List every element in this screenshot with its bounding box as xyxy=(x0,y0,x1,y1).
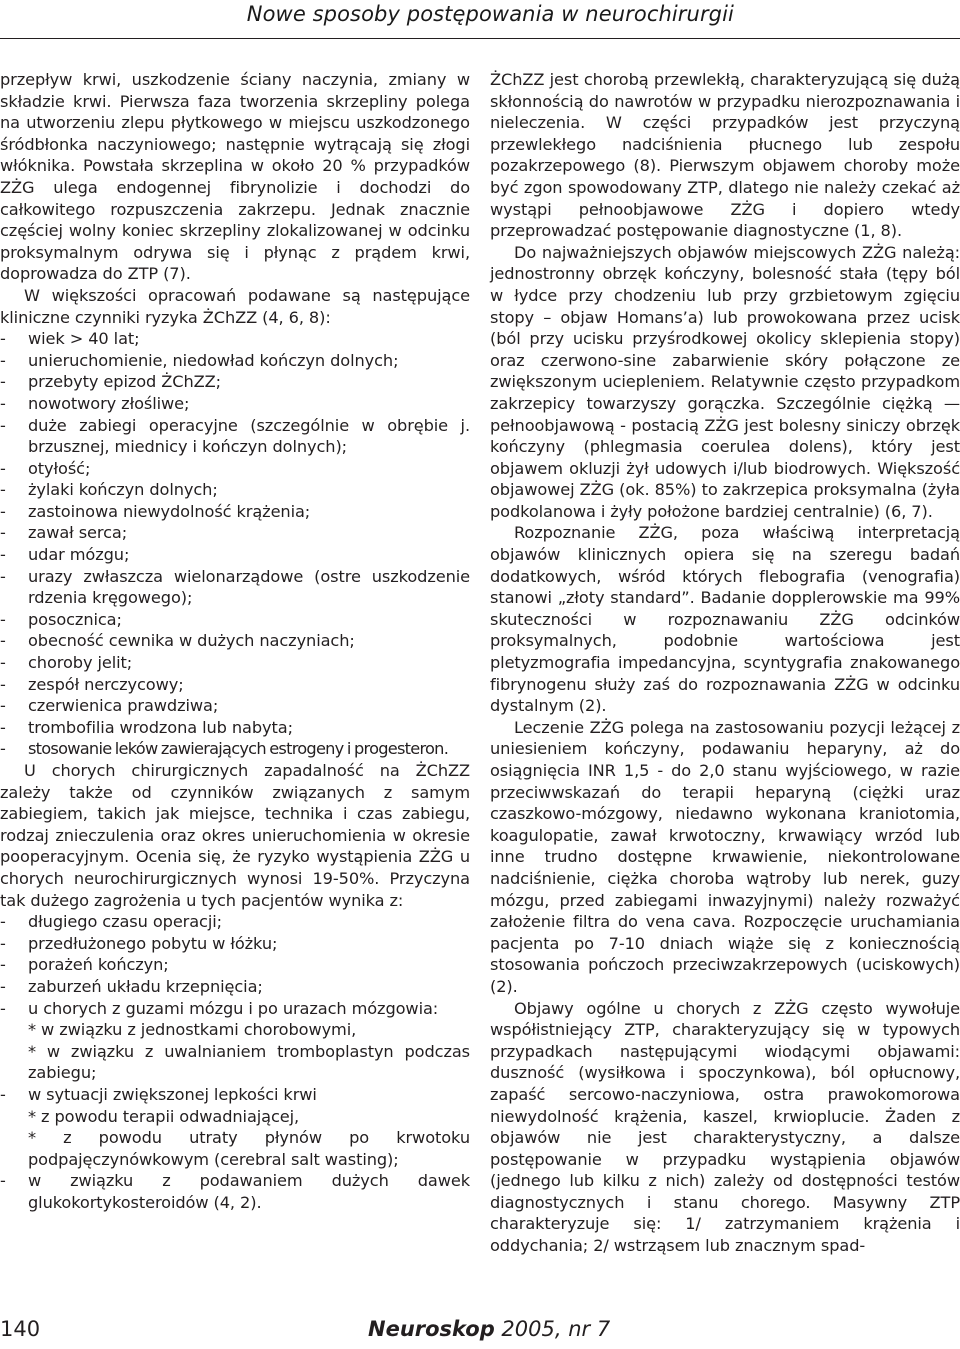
list-item: - urazy zwłaszcza wielonarządowe (ostre uszkodzenie rdzenia kręgowego); xyxy=(0,566,470,609)
list-item: - unieruchomienie, niedowład kończyn dolnych; xyxy=(0,350,470,372)
journal-name: Neuroskop xyxy=(368,1317,495,1341)
right-paragraph-1: ŻChZZ jest chorobą przewlekłą, charakteryzującą się dużą skłonnością do nawrotów w przypadku nierozpoznawania i nieleczenia. W części przypadków jest przyczyną przewlekłego nadciśnienia płucnego lub zespołu pozakrzepowego (8). Pierwszym objawem choroby może być zgon spowodowany ZTP, dlatego nie należy czekać aż wystąpi pełnoobjawowe ZŻG i dopiero wtedy przeprowadzać postępowanie diagnostyczne (1, 8). xyxy=(490,70,960,241)
left-column xyxy=(0,69,470,1213)
sub-list-item: * w związku z uwalnianiem tromboplastyn podczas zabiegu; xyxy=(28,1041,470,1083)
list-item: - długiego czasu operacji; xyxy=(0,911,470,933)
list-item: - zawał serca; xyxy=(0,522,470,544)
list-item: - posocznica; xyxy=(0,609,470,631)
list-item: - udar mózgu; xyxy=(0,544,470,566)
list-item: - nowotwory złośliwe; xyxy=(0,393,470,415)
left-paragraph-1: przepływ krwi, uszkodzenie ściany naczynia, zmiany w składzie krwi. Pierwsza faza tworzenia skrzepliny polega na utworzeniu zlepu płytkowego w miejscu uszkodzonego śródbłonka naczyniowego; następnie wytrącają się złogi włóknika. Powstała skrzeplina w około 20 % przypadków ZŻG ulega endogennej fibrynolizie i dochodzi do całkowitego rozpuszczenia zakrzepu. Jednak znacznie częściej wolny koniec skrzepliny zlokalizowanej w odcinku proksymalnym odrywa się i płynąc z prądem krwi, doprowadza do ZTP (7). xyxy=(0,70,470,284)
list-item: - porażeń kończyn; xyxy=(0,954,470,976)
list-item: - wiek > 40 lat; xyxy=(0,328,470,350)
list-item: - stosowanie leków zawierających estrogeny i progesteron. xyxy=(0,738,470,760)
list-item: - trombofilia wrodzona lub nabyta; xyxy=(0,717,470,739)
left-paragraph-3: U chorych chirurgicznych zapadalność na ŻChZZ zależy także od czynników związanych z samym zabiegiem, takich jak miejsce, technika i czas zabiegu, rodzaj znieczulenia oraz okres unieruchomienia w okresie pooperacyjnym. Ocenia się, że ryzyko wystąpienia ZŻG u chorych neurochirurgicznych wynosi 19-50%. Przyczyna tak dużego zagrożenia u tych pacjentów wynika z: xyxy=(0,761,470,910)
list-item: - przebyty epizod ŻChZZ; xyxy=(0,371,470,393)
list-item: - choroby jelit; xyxy=(0,652,470,674)
left-paragraph-2: W większości opracowań podawane są następujące kliniczne czynniki ryzyka ŻChZZ (4, 6, 8): xyxy=(0,285,470,327)
right-paragraph-2: Do najważniejszych objawów miejscowych ZŻG należą: jednostronny obrzęk kończyny, bolesność stała (tępy ból w łydce przy chodzeniu lub przy grzbietowym zgięciu stopy – objaw Homans’a) lub prowokowana przez ucisk (ból przy ucisku przyśrodkowej okolicy sklepienia stopy) oraz czerwono-sine zabarwienie skóry połączone ze zwiększonym uciepleniem. Relatywnie często przypadkom zakrzepicy towarzyszy gorączka. Szczególnie ciężką —pełnoobjawową - postacią ZŻG jest bolesny siniczy obrzęk kończyny (phlegmasia coerulea dolens), który jest objawem okluzji żył udowych i/lub biodrowych. Większość objawowej ZŻG (ok. 85%) to zakrzepica proksymalna (żyła podkolanowa i żyły położone bardziej centralnie) (6, 7). xyxy=(490,242,960,521)
list-item: - zespół nerczycowy; xyxy=(0,674,470,696)
running-title: Nowe sposoby postępowania w neurochirurgii xyxy=(246,2,734,26)
list-item: - żylaki kończyn dolnych; xyxy=(0,479,470,501)
right-paragraph-3: Rozpoznanie ZŻG, poza właściwą interpretacją objawów klinicznych opiera się na szeregu badań dodatkowych, wśród których flebografia (venografia) stanowi „złoty standard”. Badanie dopplerowskie ma 99% skuteczności w rozpoznawaniu ZŻG odcinków proksymalnych, podobnie wartościowa jest pletyzmografia impedancyjna, scyntygrafia znakowanego fibrynogenu służy zaś do rozpoznawania ZŻG w odcinku dystalnym (2). xyxy=(490,523,960,716)
list-item: - czerwienica prawdziwa; xyxy=(0,695,470,717)
risk-factors-list xyxy=(0,328,470,760)
list-item: - duże zabiegi operacyjne (szczególnie w obrębie j. brzusznej, miednicy i kończyn dolnych); xyxy=(0,415,470,458)
sub-list-item: * z powodu utraty płynów po krwotoku podpajęczynówkowym (cerebral salt wasting); xyxy=(28,1128,470,1169)
list-item: - w sytuacji zwiększonej lepkości krwi xyxy=(0,1084,470,1106)
list-item: - otyłość; xyxy=(0,458,470,480)
journal-issue: 2005, nr 7 xyxy=(501,1317,611,1341)
page-number: 140 xyxy=(0,1317,41,1341)
running-head xyxy=(0,0,960,38)
list-item: - u chorych z guzami mózgu i po urazach mózgowia: xyxy=(0,998,470,1020)
header-rule xyxy=(0,38,960,39)
causes-list xyxy=(0,911,470,1213)
list-item: - w związku z podawaniem dużych dawek glukokortykosteroidów (4, 2). xyxy=(0,1170,470,1213)
journal-footer xyxy=(368,1317,610,1341)
right-column xyxy=(490,69,960,1257)
right-paragraph-4: Leczenie ZŻG polega na zastosowaniu pozycji leżącej z uniesieniem kończyny, podawaniu heparyny, aż do osiągnięcia INR 1,5 - do 2,0 stanu wyjściowego, w razie przeciwwskazań do terapii heparyną (ciężki uraz czaszkowo-mózgowy, niedawno wykonana kraniotomia, koagulopatie, zawał krwotoczny, krwawiący wrzód lub inne trudno dostępne krwawienie, niekontrolowane nadciśnienie, ciężka choroba wątroby lub nerek, guzy mózgu, przed zabiegami inwazyjnymi) należy rozważyć założenie filtra do vena cava. Rozpoczęcie uruchamiania pacjenta po 7-10 dniach wiąże się z koniecznością stosowania pończoch przeciwzakrzepowych (uciskowych) (2). xyxy=(490,717,960,996)
sub-list-item: * z powodu terapii odwadniającej, xyxy=(28,1106,300,1126)
sub-list-item: * w związku z jednostkami chorobowymi, xyxy=(28,1020,357,1040)
list-item: - zaburzeń układu krzepnięcia; xyxy=(0,976,470,998)
list-item: - obecność cewnika w dużych naczyniach; xyxy=(0,630,470,652)
right-paragraph-5: Objawy ogólne u chorych z ZŻG często wywołuje współistniejący ZTP, charakteryzujący się w typowych przypadkach następującymi wiodącymi objawami: duszność (wysiłkowa i spoczynkowa), ból opłucnowy, zapaść sercowo-naczyniowa, ostra prawokomorowa niewydolność krążenia, kaszel, krwioplucie. Żaden z objawów nie jest charakterystyczny, a dalsze postępowanie w przypadku wystąpienia objawów (jednego lub kilku z nich) zależy od dostępności testów diagnostycznych i stanu chorego. Masywny ZTP charakteryzuje się: 1/ zatrzymaniem krążenia i oddychania; 2/ wstrząsem lub znacznym spad- xyxy=(490,998,960,1256)
list-item: - zastoinowa niewydolność krążenia; xyxy=(0,501,470,523)
list-item: - przedłużonego pobytu w łóżku; xyxy=(0,933,470,955)
